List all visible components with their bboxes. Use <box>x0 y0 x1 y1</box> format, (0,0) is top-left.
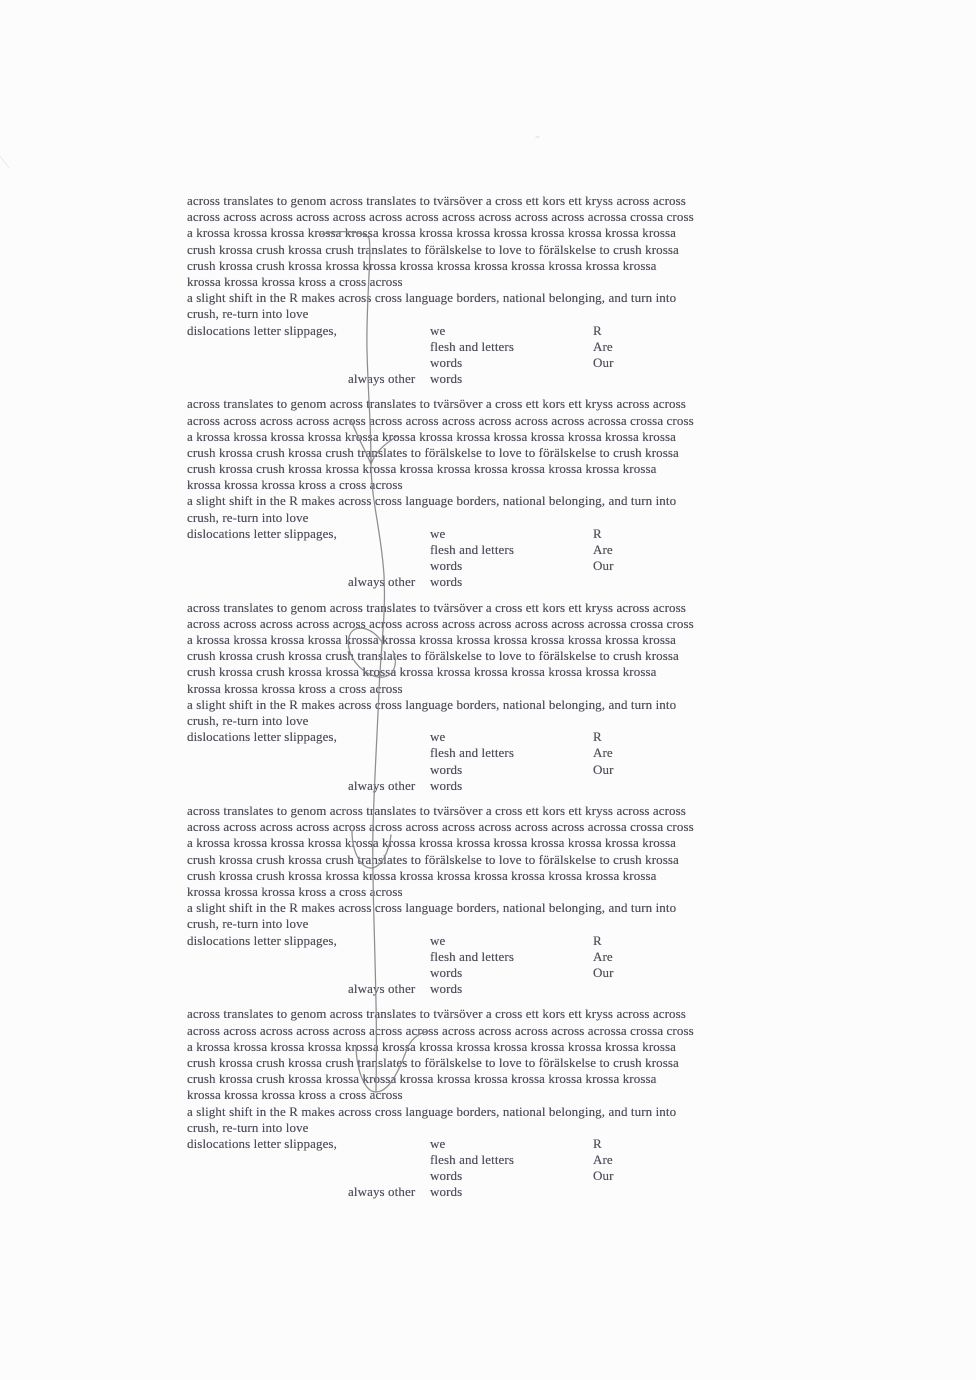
poem-line: crush, re-turn into love <box>187 306 309 322</box>
poem-line-columns <box>187 745 797 761</box>
left-column-text: dislocations letter slippages, <box>187 322 337 338</box>
poem-line: crush krossa crush krossa krossa krossa krossa krossa krossa krossa krossa krossa krossa <box>187 1071 657 1087</box>
poem-line: crush krossa crush krossa crush translates to förälskelse to love to förälskelse to crush krossa <box>187 648 679 664</box>
poem-line-columns <box>187 323 797 339</box>
poem-line: a slight shift in the R makes across cross language borders, national belonging, and turn into <box>187 696 677 712</box>
left-column-text: dislocations letter slippages, <box>187 1135 337 1151</box>
right-column-text: Are <box>593 948 613 964</box>
poem-line-columns <box>187 981 797 997</box>
poem-line-columns <box>187 965 797 981</box>
poem-line-columns <box>187 762 797 778</box>
right-column-text: Our <box>593 558 614 574</box>
poem-line-columns <box>187 778 797 794</box>
poem-stanza-2 <box>187 396 797 590</box>
mid-column-text: words <box>430 354 463 370</box>
mid-column-text: we <box>430 932 446 948</box>
poem-line: crush, re-turn into love <box>187 916 309 932</box>
poem-stanza-1 <box>187 193 797 387</box>
poem-line-columns <box>187 729 797 745</box>
mid-column-text: flesh and letters <box>430 948 515 964</box>
mid-column-text: words <box>430 574 463 590</box>
poem-line-columns <box>187 574 797 590</box>
left-column-text: dislocations letter slippages, <box>187 729 337 745</box>
poem-line: krossa krossa krossa kross a cross across <box>187 273 403 289</box>
mid-column-text: words <box>430 371 463 387</box>
poem-line: crush krossa crush krossa crush translates to förälskelse to love to förälskelse to crush krossa <box>187 1054 679 1070</box>
mid-column-text: words <box>430 981 463 997</box>
poem-line-columns <box>187 933 797 949</box>
poem-line: krossa krossa krossa kross a cross across <box>187 680 403 696</box>
poem-line: a krossa krossa krossa krossa krossa krossa krossa krossa krossa krossa krossa krossa krossa <box>187 632 677 648</box>
mid-column-text: flesh and letters <box>430 542 515 558</box>
mid-column-text: we <box>430 525 446 541</box>
poem-line: across across across across across across across across across across across acrossa crossa cross <box>187 1022 694 1038</box>
poem-line: across translates to genom across translates to tvärsöver a cross ett kors ett kryss across across <box>187 803 686 819</box>
right-column-text: Our <box>593 964 614 980</box>
poem-line-columns <box>187 949 797 965</box>
poem-line: crush krossa crush krossa crush translates to förälskelse to love to förälskelse to crush krossa <box>187 444 679 460</box>
poem-line: krossa krossa krossa kross a cross across <box>187 477 403 493</box>
mid-column-text: we <box>430 322 446 338</box>
poem-line-columns <box>187 371 797 387</box>
poem-line: crush, re-turn into love <box>187 713 309 728</box>
right-column-text: R <box>593 322 602 338</box>
poem-line: a krossa krossa krossa krossa krossa krossa krossa krossa krossa krossa krossa krossa krossa <box>187 428 677 444</box>
poem-line-columns <box>187 1152 797 1168</box>
always-other-label: always other <box>348 371 416 387</box>
right-column-text: R <box>593 1135 602 1151</box>
poem-line: across across across across across across across across across across across acrossa crossa cross <box>187 209 694 225</box>
poem-line: across translates to genom across translates to tvärsöver a cross ett kors ett kryss across across <box>187 396 686 412</box>
left-column-text: dislocations letter slippages, <box>187 525 337 541</box>
poem-line: a krossa krossa krossa krossa krossa krossa krossa krossa krossa krossa krossa krossa krossa <box>187 225 677 241</box>
mid-column-text: words <box>430 558 463 574</box>
poem-line: crush, re-turn into love <box>187 509 309 525</box>
mid-column-text: we <box>430 1135 446 1151</box>
mid-column-text: words <box>430 964 463 980</box>
poem-line: crush krossa crush krossa crush translates to förälskelse to love to förälskelse to crush krossa <box>187 851 679 867</box>
poem-line: across translates to genom across translates to tvärsöver a cross ett kors ett kryss across across <box>187 1006 686 1022</box>
scan-scratch <box>0 156 9 168</box>
poem-line: krossa krossa krossa kross a cross across <box>187 883 403 899</box>
poem-line-columns <box>187 1184 797 1200</box>
poem-line: crush krossa crush krossa krossa krossa krossa krossa krossa krossa krossa krossa krossa <box>187 867 657 883</box>
poem-line-columns <box>187 558 797 574</box>
right-column-text: Are <box>593 542 613 558</box>
poem-line: a slight shift in the R makes across cross language borders, national belonging, and turn into <box>187 290 677 306</box>
poem-stanza-3 <box>187 600 797 794</box>
right-column-text: Our <box>593 1168 614 1184</box>
poem-line-columns <box>187 542 797 558</box>
mid-column-text: flesh and letters <box>430 1152 515 1168</box>
mid-column-text: words <box>430 761 463 777</box>
poem-line: across across across across across across across across across across across acrossa crossa cross <box>187 615 694 631</box>
right-column-text: Are <box>593 1152 613 1168</box>
poem-line-columns <box>187 526 797 542</box>
right-column-text: R <box>593 525 602 541</box>
poem-line: crush krossa crush krossa krossa krossa krossa krossa krossa krossa krossa krossa krossa <box>187 461 657 477</box>
left-column-text: dislocations letter slippages, <box>187 932 337 948</box>
always-other-label: always other <box>348 1184 416 1200</box>
poem-line: crush krossa crush krossa crush translates to förälskelse to love to förälskelse to crush krossa <box>187 241 679 257</box>
poem-line: a slight shift in the R makes across cross language borders, national belonging, and turn into <box>187 1103 677 1119</box>
poem-stanza-5 <box>187 1006 797 1200</box>
always-other-label: always other <box>348 574 416 590</box>
poem-line-columns <box>187 1136 797 1152</box>
mid-column-text: we <box>430 729 446 745</box>
poem-line-columns <box>187 1168 797 1184</box>
right-column-text: R <box>593 729 602 745</box>
right-column-text: Our <box>593 354 614 370</box>
poem-line: krossa krossa krossa kross a cross across <box>187 1087 403 1103</box>
right-column-text: R <box>593 932 602 948</box>
mid-column-text: words <box>430 777 463 793</box>
mid-column-text: flesh and letters <box>430 745 515 761</box>
poem-line: crush krossa crush krossa krossa krossa krossa krossa krossa krossa krossa krossa krossa <box>187 257 657 273</box>
mid-column-text: flesh and letters <box>430 338 515 354</box>
right-column-text: Our <box>593 761 614 777</box>
poem-line-columns <box>187 339 797 355</box>
mid-column-text: words <box>430 1184 463 1200</box>
poem-line: a slight shift in the R makes across cross language borders, national belonging, and turn into <box>187 493 677 509</box>
right-column-text: Are <box>593 338 613 354</box>
mid-column-text: words <box>430 1168 463 1184</box>
poem-line: across translates to genom across translates to tvärsöver a cross ett kors ett kryss across across <box>187 193 686 208</box>
poem-line: across across across across across across across across across across across acrossa crossa cross <box>187 412 694 428</box>
poem-line: a krossa krossa krossa krossa krossa krossa krossa krossa krossa krossa krossa krossa krossa <box>187 1038 677 1054</box>
poem-line-columns <box>187 355 797 371</box>
poem-line: across across across across across across across across across across across acrossa crossa cross <box>187 819 694 835</box>
poem-line: a slight shift in the R makes across cross language borders, national belonging, and turn into <box>187 900 677 916</box>
poem-stanza-4 <box>187 803 797 997</box>
always-other-label: always other <box>348 777 416 793</box>
poem-text-block <box>187 193 797 1210</box>
poem-line: crush, re-turn into love <box>187 1119 309 1135</box>
poem-line: crush krossa crush krossa krossa krossa krossa krossa krossa krossa krossa krossa krossa <box>187 664 657 680</box>
poem-line: across translates to genom across translates to tvärsöver a cross ett kors ett kryss across across <box>187 599 686 615</box>
poem-line: a krossa krossa krossa krossa krossa krossa krossa krossa krossa krossa krossa krossa krossa <box>187 835 677 851</box>
always-other-label: always other <box>348 981 416 997</box>
right-column-text: Are <box>593 745 613 761</box>
